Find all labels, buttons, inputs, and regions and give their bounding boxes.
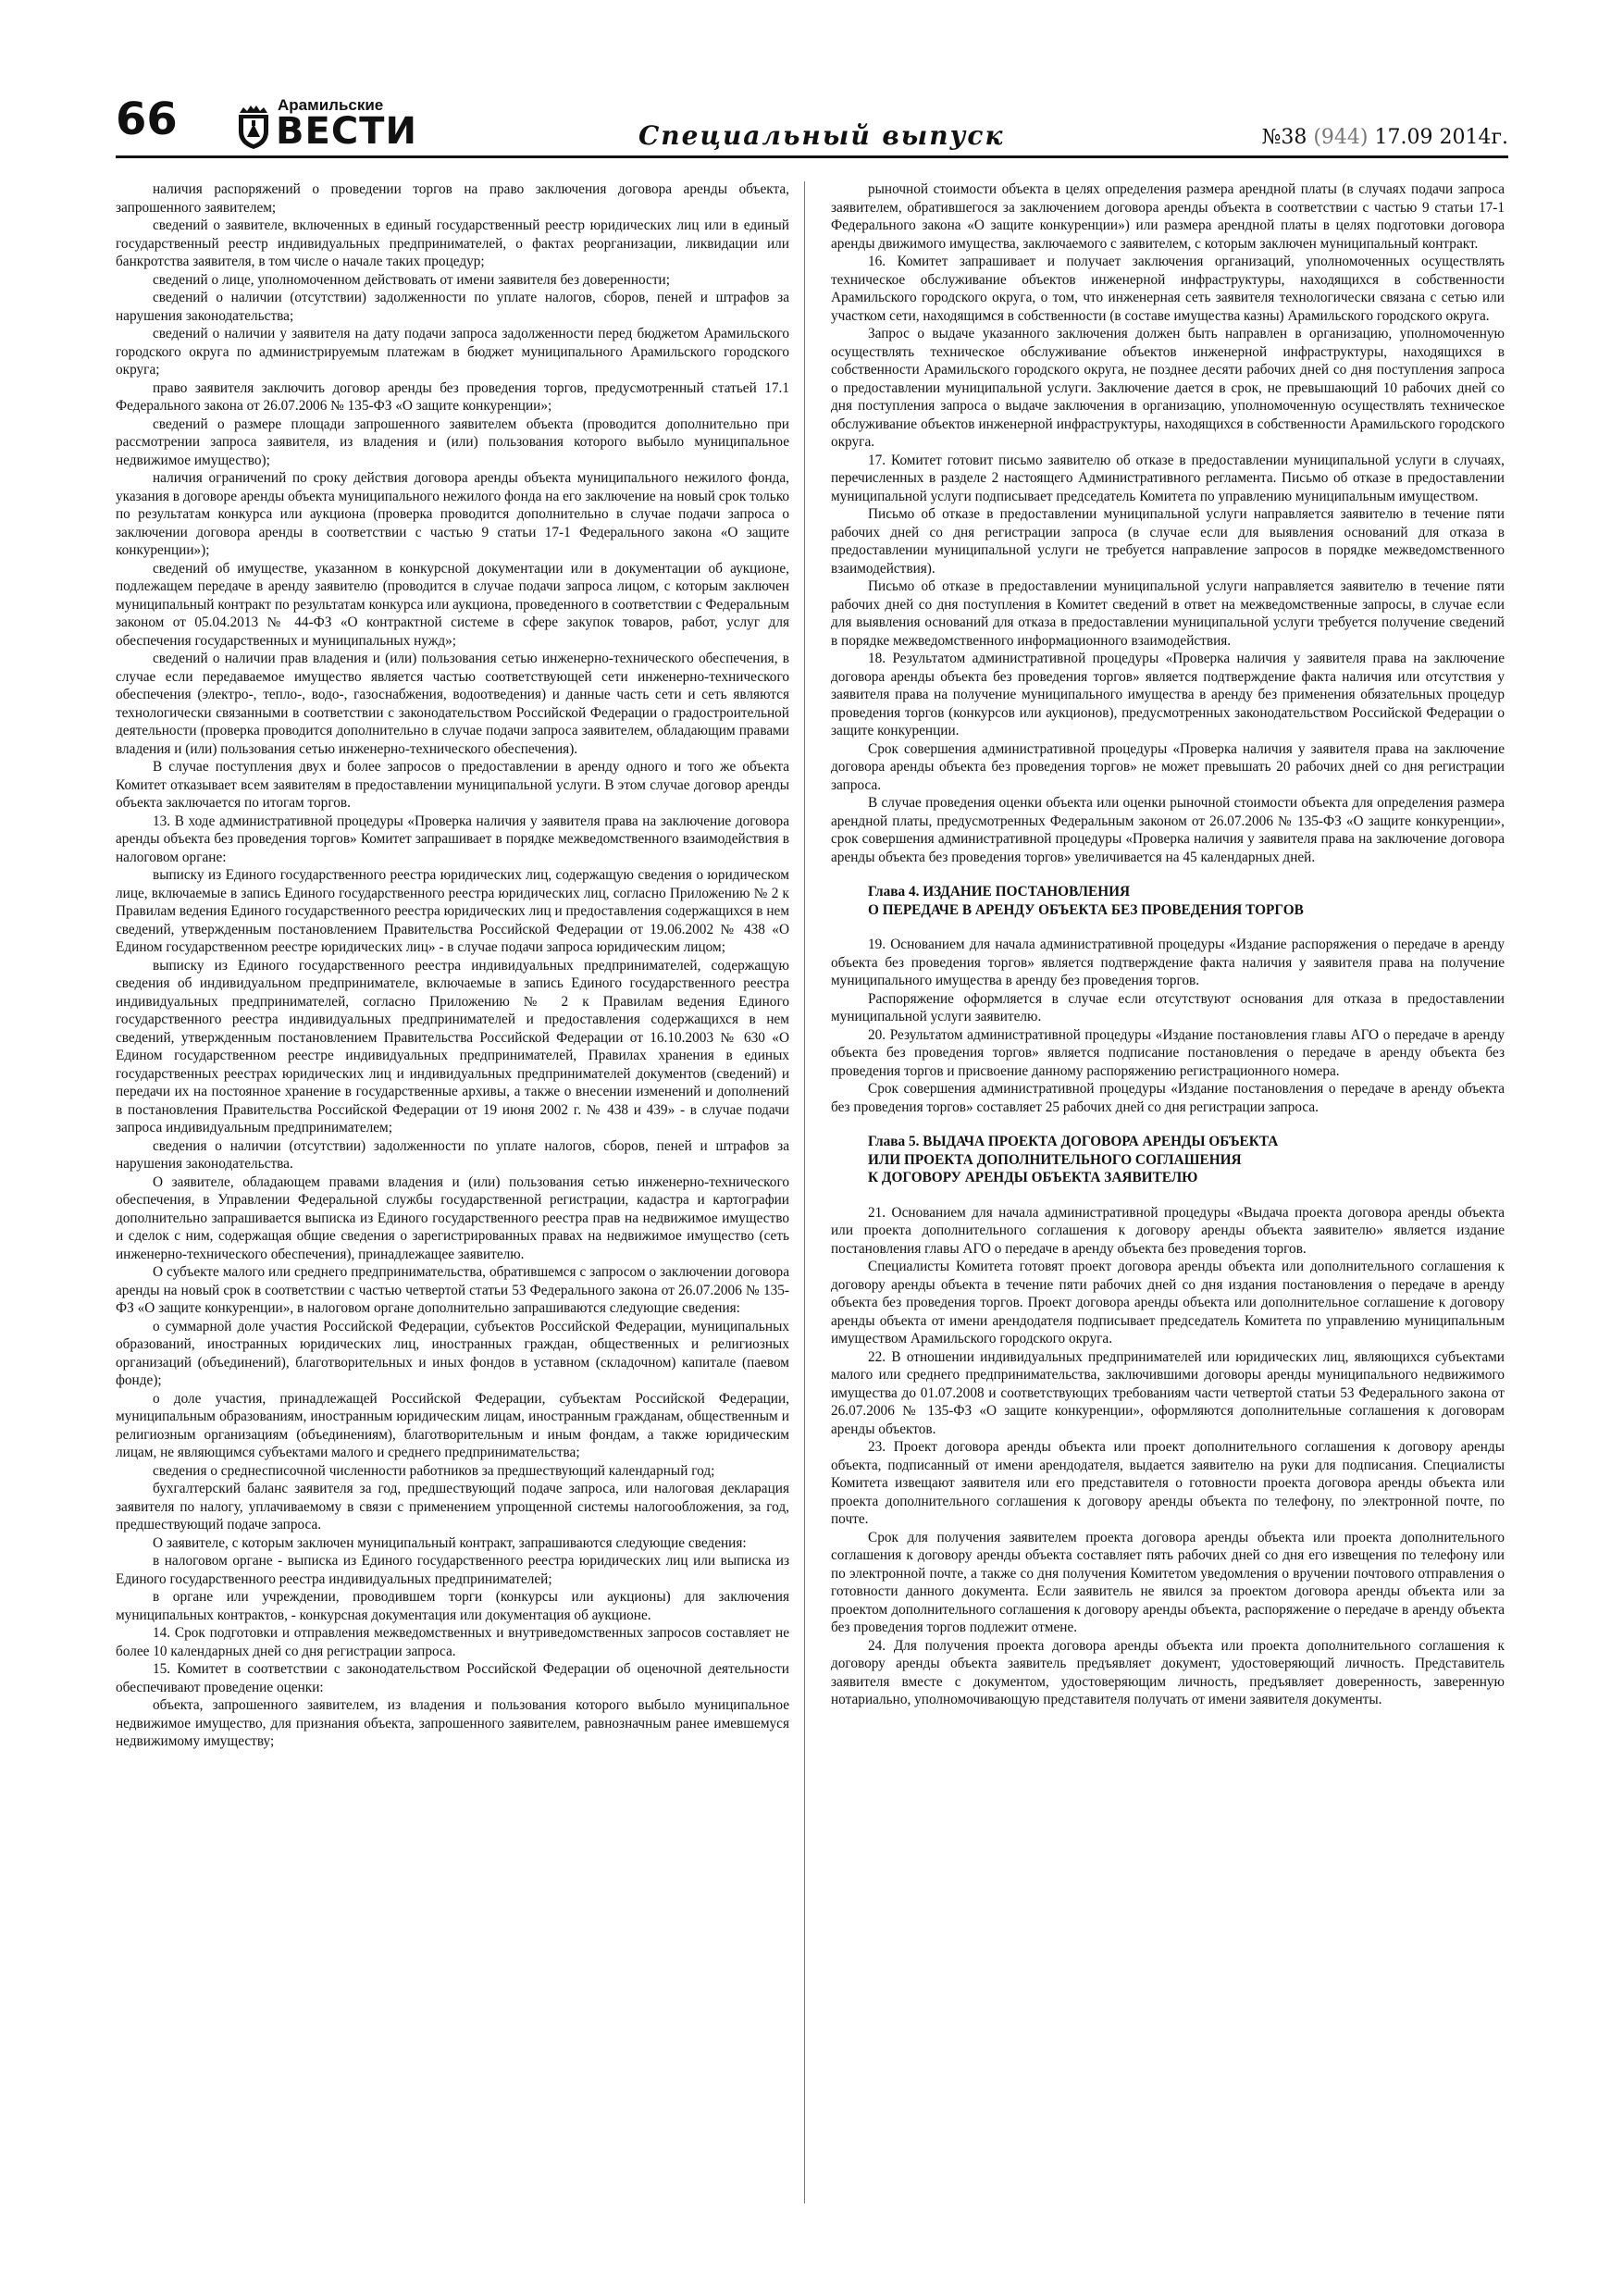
coat-of-arms-icon	[236, 104, 271, 150]
paragraph: Распоряжение оформляется в случае если отсутствуют основания для отказа в предоставлении муниципальной услуги заявителю.	[831, 990, 1505, 1024]
logo-subtitle: Арамильские	[278, 96, 384, 114]
paragraph: сведений о наличии у заявителя на дату подачи запроса задолженности перед бюджетом Арамильского городского округа по администрируемым платежам в бюджет муниципального Арамильского городского округа;	[116, 326, 789, 378]
right-column-section-c	[831, 1204, 1505, 1709]
issue-total-number: (944)	[1313, 126, 1369, 149]
paragraph: 16. Комитет запрашивает и получает заключения организаций, уполномоченных осуществлять техническое обслуживание объектов инженерной инфраструктуры, находящихся в собственности Арамильского городского округа, о том, что инженерная сеть заявителя технологически связана с сетью или участком сети, находящимся в собственности (в составе имущества казны) Арамильского городского округа.	[831, 254, 1505, 324]
paragraph: О заявителе, обладающем правами владения и (или) пользования сетью инженерно-технического обеспечения, в Управлении Федеральной службы государственной регистрации, кадастра и картографии дополнительно запрашивается выписка из Единого государственного реестра прав на недвижимое имущество и сделок с ним, содержащая общие сведения о зарегистрированных правах на недвижимое имущество (сеть инженерно-технического обеспечения), принадлежащее заявителю.	[116, 1173, 789, 1262]
chapter-5-heading-line: ИЛИ ПРОЕКТА ДОПОЛНИТЕЛЬНОГО СОГЛАШЕНИЯ	[868, 1151, 1242, 1168]
paragraph: бухгалтерский баланс заявителя за год, предшествующий подаче запроса, или налоговая декларация заявителя по налогу, уплачиваемому в связи с применением упрощенной системы налогообложения, за год, предшествующий подаче запроса.	[116, 1481, 789, 1533]
chapter-5-heading-line: К ДОГОВОРУ АРЕНДЫ ОБЪЕКТА ЗАЯВИТЕЛЮ	[868, 1170, 1198, 1185]
issue-info	[1262, 126, 1508, 149]
issue-date: 17.09 2014г.	[1374, 126, 1508, 149]
paragraph: Срок совершения административной процедуры «Издание постановления о передаче в аренду объекта без проведения торгов» составляет 25 рабочих дней со дня регистрации запроса.	[831, 1081, 1505, 1115]
paragraph: 18. Результатом административной процедуры «Проверка наличия у заявителя права на заключение договора аренды объекта без проведения торгов» является подтверждение факта наличия или отсутствия у заявителя права на получение муниципального имущества в аренду без применения обязательных процедур проведения торгов (конкурсов или аукционов), предусмотренных законодательством Российской Федерации о защите конкуренции.	[831, 651, 1505, 738]
right-column-section-b	[831, 936, 1505, 1116]
paragraph: 21. Основанием для начала административной процедуры «Выдача проекта договора аренды объекта или проекта дополнительного соглашения к договору аренды объекта заявителю» является издание постановления главы АГО о передаче в аренду объекта без проведения торгов.	[831, 1204, 1505, 1257]
paragraph: о суммарной доле участия Российской Федерации, субъектов Российской Федерации, муниципальных образований, иностранных юридических лиц, иностранных граждан, общественных и религиозных организаций (объединений), благотворительных и иных фондов в уставном (складочном) капитале (паевом фонде);	[116, 1318, 789, 1388]
chapter-4-heading-line: Глава 4. ИЗДАНИЕ ПОСТАНОВЛЕНИЯ	[868, 884, 1131, 900]
paragraph: 14. Срок подготовки и отправления межведомственных и внутриведомственных запросов составляет не более 10 календарных дней со дня регистрации запроса.	[116, 1625, 789, 1659]
paragraph: 22. В отношении индивидуальных предпринимателей или юридических лиц, являющихся субъектами малого или среднего предпринимательства, заключившими договоры аренды муниципального недвижимого имущества до 01.07.2008 и соответствующих требованиям части четвертой статьи 53 Федерального закона от 26.07.2006 № 135-ФЗ «О защите конкуренции», оформляются дополнительные соглашения к договорам аренды объектов.	[831, 1348, 1505, 1437]
paragraph: О субъекте малого или среднего предпринимательства, обратившемся с запросом о заключении договора аренды на новый срок в соответствии с частью четвертой статьи 53 Федерального закона от 26.07.2006 № 135-ФЗ «О защите конкуренции», в налоговом органе дополнительно запрашиваются следующие сведения:	[116, 1264, 789, 1316]
paragraph: Запрос о выдаче указанного заключения должен быть направлен в организацию, уполномоченную осуществлять техническое обслуживание объектов инженерной инфраструктуры, находящихся в собственности Арамильского городского округа, не позднее десяти рабочих дней со дня поступления запроса о предоставлении муниципальной услуги. Заключение дается в срок, не превышающий 10 рабочих дней со дня поступления запроса о выдаче заключения в организацию, уполномоченную осуществлять техническое обслуживание объектов инженерной инфраструктуры, находящихся в собственности Арамильского городского округа.	[831, 326, 1505, 450]
paragraph: о доле участия, принадлежащей Российской Федерации, субъектам Российской Федерации, муниципальным образованиям, иностранным юридическим лицам, иностранным гражданам, общественным и религиозным организациям (объединениям), благотворительным и иным фондам, а также юридическим лицам, не являющимся субъектами малого и среднего предпринимательства;	[116, 1390, 789, 1460]
chapter-4-heading-line: О ПЕРЕДАЧЕ В АРЕНДУ ОБЪЕКТА БЕЗ ПРОВЕДЕНИЯ ТОРГОВ	[868, 901, 1304, 918]
right-column-section-a	[831, 180, 1505, 866]
paragraph: выписку из Единого государственного реестра индивидуальных предпринимателей, содержащую сведения об индивидуальном предпринимателе, включаемые в запись Единого государственного реестра индивидуальных предпринимателей, согласно Приложению № 2 к Правилам ведения Единого государственного реестра индивидуальных предпринимателей и предоставления содержащихся в нем сведений, утвержденным постановлением Правительства Российской Федерации от 16.10.2003 № 630 «О Едином государственном реестре индивидуальных предпринимателей, Правилах хранения в единых государственных реестрах юридических лиц и индивидуальных предпринимателей документов (сведений) и передачи их на постоянное хранение в государственные архивы, а также о внесении изменений и дополнений в постановления Правительства Российской Федерации от 19 июня 2002 г. № 438 и 439» - в случае подачи запроса индивидуальным предпринимателем;	[116, 957, 789, 1136]
paragraph: сведений о наличии прав владения и (или) пользования сетью инженерно-технического обеспечения, в случае если передаваемое имущество является частью соответствующей сети инженерно-технического обеспечения (электро-, тепло-, водо-, газоснабжения, водоотведения) и данные часть сети и сеть являются технологически связанными в соответствии с законодательством Российской Федерации о градостроительной деятельности (проверка проводится дополнительно в случае подачи запроса заявителем, обладающим правами владения и (или) пользования сетью инженерно-технического обеспечения).	[116, 651, 789, 757]
header-rule	[116, 155, 1508, 158]
paragraph: сведений о размере площади запрошенного заявителем объекта (проводится дополнительно при рассмотрении запроса заявителя, из владения и (или) пользования которого выбыло муниципальное недвижимое имущество);	[116, 416, 789, 468]
paragraph: право заявителя заключить договор аренды без проведения торгов, предусмотренный статьей 17.1 Федерального закона от 26.07.2006 № 135-ФЗ «О защите конкуренции»;	[116, 379, 789, 414]
paragraph: сведений о лице, уполномоченном действовать от имени заявителя без доверенности;	[153, 271, 670, 288]
paragraph: Срок для получения заявителем проекта договора аренды объекта или проекта дополнительного соглашения к договору аренды объекта составляет пять рабочих дней со дня его извещения по телефону или по электронной почте, а также со дня получения Комитетом уведомления о вручении почтового отправления о готовности данного документа. Если заявитель не явился за проектом договора аренды объекта или за проектом дополнительного соглашения к договору аренды объекта, распоряжение о передаче в аренду объекта без проведения торгов подлежит отмене.	[831, 1529, 1505, 1635]
newspaper-logo	[236, 93, 417, 157]
paragraph: 23. Проект договора аренды объекта или проект дополнительного соглашения к договору аренды объекта, подписанный от имени арендодателя, выдается заявителю на руки для подписания. Специалисты Комитета извещают заявителя или его представителя о готовности проекта договора аренды объекта или проекта дополнительного соглашения к договору аренды объекта по телефону, по электронной почте, по почте.	[831, 1439, 1505, 1527]
paragraph: наличия распоряжений о проведении торгов на право заключения договора аренды объекта, запрошенного заявителем;	[116, 181, 789, 216]
paragraph: В случае проведения оценки объекта или оценки рыночной стоимости объекта для определения размера арендной платы, предусмотренных Федеральным законом от 26.07.2006 № 135-ФЗ «О защите конкуренции», срок совершения административной процедуры «Проверка наличия у заявителя права на заключение договора аренды объекта без проведения торгов» увеличивается на 45 календарных дней.	[831, 795, 1505, 865]
paragraph: сведений об имуществе, указанном в конкурсной документации или в документации об аукционе, подлежащем передаче в аренду заявителю (проводится в случае подачи запроса лицом, с которым заключен муниципальный контракт по результатам конкурса или аукциона, проведенного в соответствии с Федеральным законом от 05.04.2013 № 44-ФЗ «О контрактной системе в сфере закупок товаров, работ, услуг для обеспечения государственных и муниципальных нужд»;	[116, 560, 789, 649]
paragraph: В случае поступления двух и более запросов о предоставлении в аренду одного и того же объекта Комитет отказывает всем заявителям в предоставлении муниципальной услуги. В этом случае договор аренды объекта заключается по итогам торгов.	[116, 759, 789, 811]
paragraph: наличия ограничений по сроку действия договора аренды объекта муниципального нежилого фонда, указания в договоре аренды объекта муниципального нежилого фонда на его заключение на новый срок только по результатам конкурса или аукциона (проверка проводится дополнительно в случае подачи запроса о заключении договора аренды в соответствии с частью 9 статьи 17-1 Федерального закона «О защите конкуренции»);	[116, 470, 789, 558]
column-divider	[804, 181, 805, 2203]
chapter-4-heading	[831, 883, 1505, 919]
paragraph: 17. Комитет готовит письмо заявителю об отказе в предоставлении муниципальной услуги в случаях, перечисленных в разделе 2 настоящего Административного регламента. Письмо об отказе в предоставлении муниципальной услуги подписывает председатель Комитета по управлению муниципальным имуществом.	[831, 452, 1505, 504]
chapter-5-heading	[831, 1133, 1505, 1187]
paragraph: рыночной стоимости объекта в целях определения размера арендной платы (в случаях подачи запроса заявителем, обратившегося за заключением договора аренды объекта в соответствии с частью 9 статьи 17-1 Федерального закона «О защите конкуренции») или размера арендной платы в целях подготовки договора аренды движимого имущества, заключаемого с заявителем, с которым заключен муниципальный контракт.	[831, 181, 1505, 252]
paragraph: сведения о наличии (отсутствии) задолженности по уплате налогов, сборов, пеней и штрафов за нарушения законодательства.	[116, 1137, 789, 1172]
paragraph: выписку из Единого государственного реестра юридических лиц, содержащую сведения о юридическом лице, включаемые в запись Единого государственного реестра юридических лиц, согласно Приложению № 2 к Правилам ведения Единого государственного реестра юридических лиц и предоставления содержащихся в нем сведений, утвержденным постановлением Правительства Российской Федерации от 19.06.2002 № 438 «О Едином государственном реестре юридических лиц» - в случае подачи запроса юридическим лицом;	[116, 867, 789, 955]
paragraph: 19. Основанием для начала административной процедуры «Издание распоряжения о передаче в аренду объекта без проведения торгов» является подтверждение факта наличия у заявителя права на получение муниципального имущества в аренду без проведения торгов.	[831, 937, 1505, 988]
paragraph: в налоговом органе - выписка из Единого государственного реестра юридических лиц или выписка из Единого государственного реестра индивидуальных предпринимателей;	[116, 1553, 789, 1587]
chapter-5-heading-line: Глава 5. ВЫДАЧА ПРОЕКТА ДОГОВОРА АРЕНДЫ ОБЪЕКТА	[868, 1134, 1279, 1149]
paragraph: 13. В ходе административной процедуры «Проверка наличия у заявителя права на заключение договора аренды объекта без проведения торгов» Комитет запрашивает в порядке межведомственного взаимодействия в налоговом органе:	[116, 813, 789, 865]
paragraph: сведений о заявителе, включенных в единый государственный реестр юридических лиц или в единый государственный реестр индивидуальных предпринимателей, о фактах реорганизации, ликвидации или банкротства заявителя, в том числе о начале таких процедур;	[116, 217, 789, 269]
masthead	[0, 0, 1623, 176]
paragraph: в органе или учреждении, проводившем торги (конкурсы или аукционы) для заключения муниципальных контрактов, - конкурсная документация или документация об аукционе.	[116, 1589, 789, 1623]
page-number: 66	[116, 93, 178, 145]
left-column	[116, 180, 789, 1751]
paragraph: объекта, запрошенного заявителем, из владения и пользования которого выбыло муниципальное недвижимое имущество, для признания объекта, запрошенного заявителем, равнозначным ранее имевшемуся недвижимому имуществу;	[116, 1697, 789, 1749]
paragraph: 24. Для получения проекта договора аренды объекта или проекта дополнительного соглашения к договору аренды объекта заявитель предъявляет документ, удостоверяющий личность. Представитель заявителя вместе с документом, удостоверяющим личность, предъявляет доверенность, заверенную нотариально, уполномочивающую представителя получать от имени заявителя документы.	[831, 1637, 1505, 1707]
paragraph: сведений о наличии (отсутствии) задолженности по уплате налогов, сборов, пеней и штрафов за нарушения законодательства;	[116, 290, 789, 324]
section-title: Специальный выпуск	[638, 120, 1005, 151]
paragraph: О заявителе, с которым заключен муниципальный контракт, запрашиваются следующие сведения:	[153, 1534, 747, 1551]
issue-number: №38	[1261, 126, 1307, 149]
paragraph: Специалисты Комитета готовят проект договора аренды объекта или дополнительного соглашения к договору аренды объекта в течение пяти рабочих дней со дня издания постановления о передаче в аренду объекта без проведения торгов. Проект договора аренды объекта или дополнительное соглашение к договору аренды объекта от имени арендодателя подписывает председатель Комитета по управлению муниципальным имуществом Арамильского городского округа.	[831, 1259, 1505, 1347]
paragraph: Срок совершения административной процедуры «Проверка наличия у заявителя права на заключение договора аренды объекта без проведения торгов» не может превышать 20 рабочих дней со дня регистрации запроса.	[831, 740, 1505, 793]
paragraph: Письмо об отказе в предоставлении муниципальной услуги направляется заявителю в течение пяти рабочих дней со дня поступления в Комитет сведений в ответ на межведомственные запросы, в случае если для выявления оснований для отказа в предоставлении муниципальной услуги требуется получение сведений в порядке межведомственного информационного взаимодействия.	[831, 578, 1505, 649]
paragraph: 20. Результатом административной процедуры «Издание постановления главы АГО о передаче в аренду объекта без проведения торгов» является подписание постановления о передаче в аренду объекта без проведения торгов и присвоение данному распоряжению регистрационного номера.	[831, 1026, 1505, 1079]
paragraph: Письмо об отказе в предоставлении муниципальной услуги направляется заявителю в течение пяти рабочих дней со дня регистрации запроса (в случае если для выявления оснований для отказа в предоставлении муниципальной услуги не требуется направление запросов в порядке межведомственного взаимодействия).	[831, 506, 1505, 577]
paragraph: сведения о среднесписочной численности работников за предшествующий календарный год;	[153, 1462, 715, 1479]
right-column	[831, 180, 1505, 1709]
paragraph: 15. Комитет в соответствии с законодательством Российской Федерации об оценочной деятельности обеспечивают проведение оценки:	[116, 1661, 789, 1695]
logo-title: ВЕСТИ	[276, 110, 417, 153]
